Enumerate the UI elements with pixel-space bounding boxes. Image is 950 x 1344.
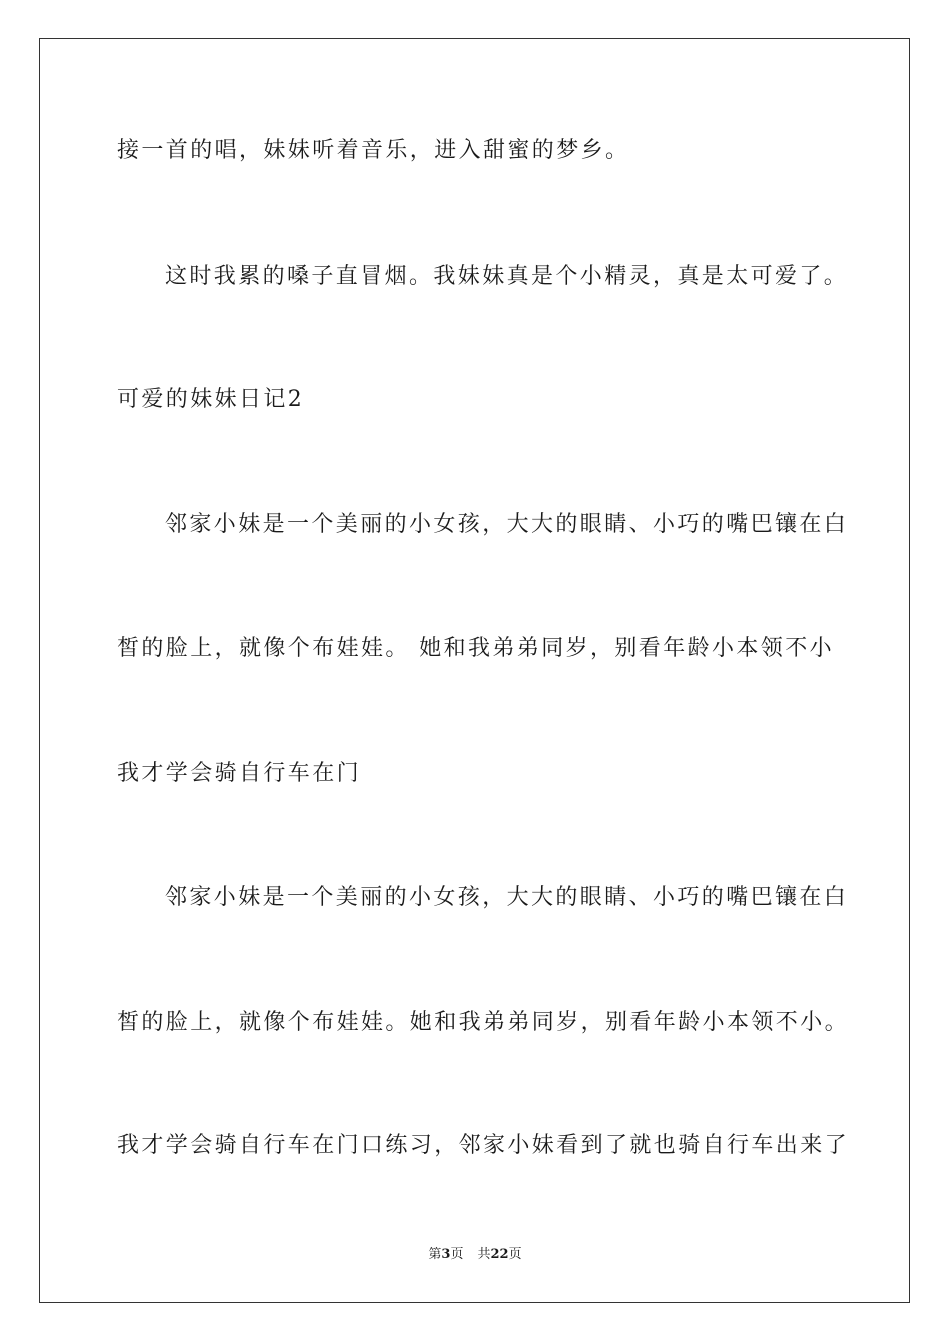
page-number: 3 [441, 1247, 451, 1262]
paragraph-line: 皙的脸上，就像个布娃娃。她和我弟弟同岁，别看年龄小本领不小。 [117, 1010, 850, 1035]
page-prefix: 第 [428, 1247, 442, 1262]
total-prefix: 共 [477, 1247, 491, 1262]
page-footer [0, 1246, 950, 1264]
paragraph-line: 接一首的唱，妹妹听着音乐，进入甜蜜的梦乡。 [117, 138, 630, 163]
page-suffix: 页 [450, 1247, 464, 1262]
paragraph-line: 我才学会骑自行车在门 [117, 761, 362, 786]
paragraph-line: 这时我累的嗓子直冒烟。我妹妹真是个小精灵，真是太可爱了。 [165, 264, 849, 289]
paragraph-line: 邻家小妹是一个美丽的小女孩，大大的眼睛、小巧的嘴巴镶在白 [165, 512, 849, 537]
total-suffix: 页 [508, 1247, 522, 1262]
paragraph-line: 我才学会骑自行车在门口练习，邻家小妹看到了就也骑自行车出来了 [117, 1133, 850, 1158]
section-heading: 可爱的妹妹日记2 [117, 387, 305, 412]
total-pages: 22 [490, 1247, 509, 1262]
paragraph-line: 皙的脸上，就像个布娃娃。 她和我弟弟同岁，别看年龄小本领不小 [117, 636, 834, 661]
paragraph-line: 邻家小妹是一个美丽的小女孩，大大的眼睛、小巧的嘴巴镶在白 [165, 885, 849, 910]
page-border [39, 38, 910, 1303]
